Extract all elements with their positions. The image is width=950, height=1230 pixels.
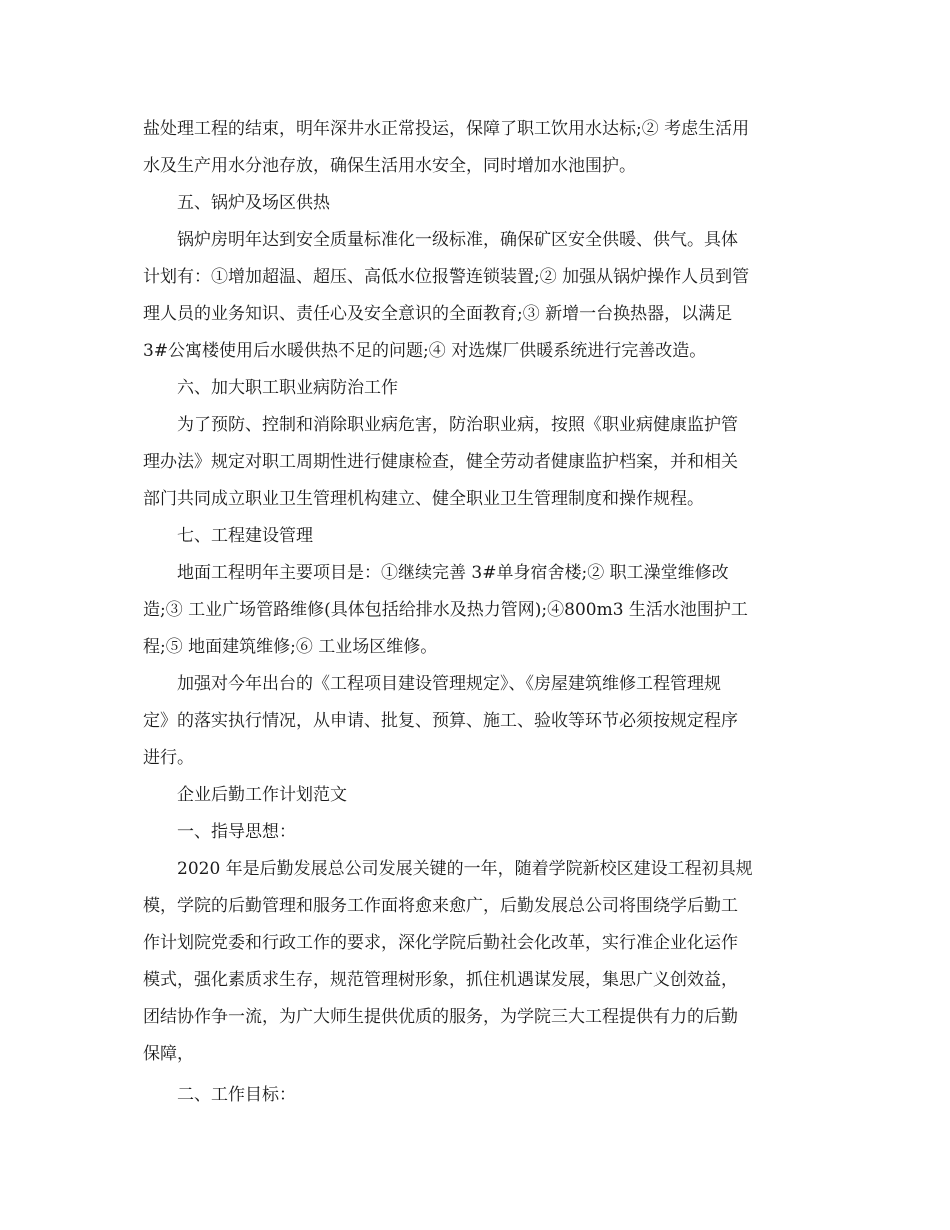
text-line: 盐处理工程的结束，明年深井水正常投运，保障了职工饮用水达标;② 考虑生活用 [143, 119, 750, 139]
text-line: 计划有：①增加超温、超压、高低水位报警连锁装置;② 加强从锅炉操作人员到管 [143, 267, 750, 287]
text-line: 程;⑤ 地面建筑维修;⑥ 工业场区维修。 [143, 637, 438, 657]
text-line: 地面工程明年主要项目是：①继续完善 3#单身宿舍楼;② 职工澡堂维修改 [177, 563, 729, 583]
section-heading: 五、锅炉及场区供热 [177, 193, 330, 213]
text-line: 部门共同成立职业卫生管理机构建立、健全职业卫生管理制度和操作规程。 [143, 489, 704, 509]
section-heading: 七、工程建设管理 [177, 526, 313, 546]
section-heading: 六、加大职工职业病防治工作 [177, 378, 398, 398]
text-line: 水及生产用水分池存放，确保生活用水安全，同时增加水池围护。 [143, 156, 636, 176]
text-line: 3#公寓楼使用后水暖供热不足的问题;④ 对选煤厂供暖系统进行完善改造。 [143, 341, 707, 361]
text-line: 理办法》规定对职工周期性进行健康检查，健全劳动者健康监护档案，并和相关 [143, 452, 738, 472]
text-line: 作计划院党委和行政工作的要求，深化学院后勤社会化改革，实行准企业化运作 [143, 933, 738, 953]
text-line: 造;③ 工业广场管路维修(具体包括给排水及热力管网);④800m3 生活水池围护工 [143, 600, 748, 620]
document-body [143, 111, 813, 1118]
document-title: 企业后勤工作计划范文 [177, 785, 347, 805]
text-line: 锅炉房明年达到安全质量标准化一级标准，确保矿区安全供暖、供气。具体 [177, 230, 738, 250]
text-line: 2020 年是后勤发展总公司发展关键的一年，随着学院新校区建设工程初具规 [177, 859, 753, 879]
text-line: 理人员的业务知识、责任心及安全意识的全面教育;③ 新增一台换热器，以满足 [143, 304, 733, 324]
text-line: 团结协作争一流，为广大师生提供优质的服务，为学院三大工程提供有力的后勤 [143, 1007, 738, 1027]
text-line: 为了预防、控制和消除职业病危害，防治职业病，按照《职业病健康监护管 [177, 415, 738, 435]
text-line: 定》的落实执行情况，从申请、批复、预算、施工、验收等环节必须按规定程序 [143, 711, 738, 731]
text-line: 模式，强化素质求生存，规范管理树形象，抓住机遇谋发展，集思广义创效益， [143, 970, 738, 990]
text-line: 进行。 [143, 748, 194, 768]
text-line: 加强对今年出台的《工程项目建设管理规定》、《房屋建筑维修工程管理规 [177, 674, 721, 694]
text-line: 模，学院的后勤管理和服务工作面将愈来愈广，后勤发展总公司将围绕学后勤工 [143, 896, 738, 916]
text-line: 保障， [143, 1044, 194, 1064]
section-heading: 二、工作目标： [177, 1085, 296, 1105]
section-heading: 一、指导思想： [177, 822, 296, 842]
